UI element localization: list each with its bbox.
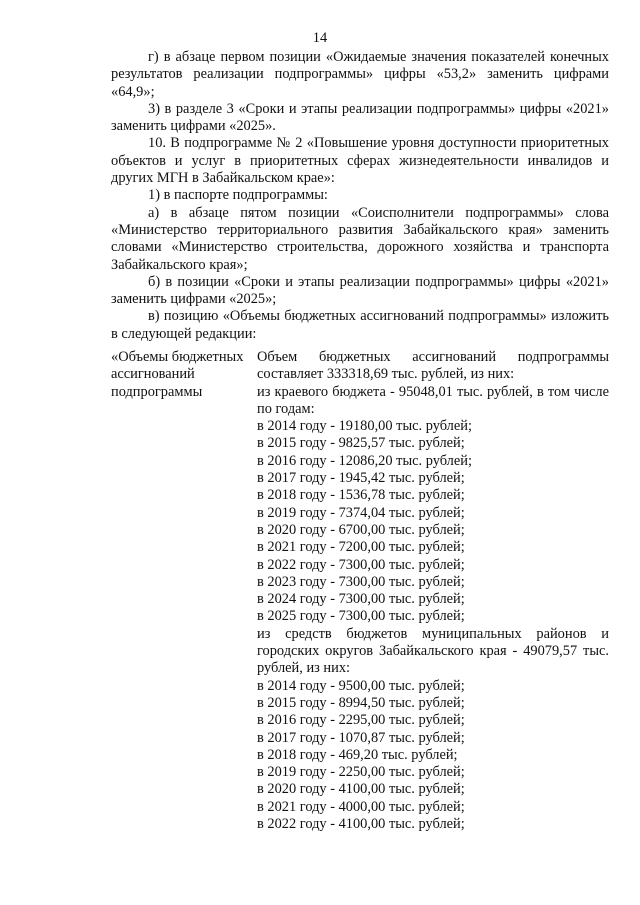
regional-year-line: в 2019 году - 7374,04 тыс. рублей; — [257, 504, 465, 521]
regional-year-line: в 2017 году - 1945,42 тыс. рублей; — [257, 470, 465, 487]
budget-table-label: «Объемы бюджетных ассигнований подпрограммы — [111, 349, 244, 400]
paragraph-10: 10. В подпрограмме № 2 «Повышение уровня доступности приоритетных объектов и услуг в приоритетных сферах жизнедеятельности инвалидов и других МГН в Забайкальском крае»: — [111, 135, 609, 187]
regional-year-line: в 2014 году - 19180,00 тыс. рублей; — [257, 418, 472, 435]
municipal-year-line: в 2019 году - 2250,00 тыс. рублей; — [257, 764, 465, 781]
budget-total: Объем бюджетных ассигнований подпрограммы составляет 333318,69 тыс. рублей, из них: — [257, 349, 609, 383]
regional-year-line: в 2024 году - 7300,00 тыс. рублей; — [257, 591, 465, 608]
paragraph-g: г) в абзаце первом позиции «Ожидаемые значения показателей конечных результатов реализации подпрограммы» цифры «53,2» заменить цифрами «64,9»; — [111, 49, 609, 100]
budget-table-label-column — [111, 349, 257, 833]
budget-table-value-column — [257, 349, 609, 833]
municipal-year-line: в 2022 году - 4100,00 тыс. рублей; — [257, 816, 465, 833]
municipal-year-line: в 2014 году - 9500,00 тыс. рублей; — [257, 677, 465, 694]
regional-year-line: в 2021 году - 7200,00 тыс. рублей; — [257, 539, 465, 556]
regional-year-line: в 2015 году - 9825,57 тыс. рублей; — [257, 435, 465, 452]
regional-year-line: в 2020 году - 6700,00 тыс. рублей; — [257, 521, 465, 538]
document-body — [111, 49, 609, 343]
municipal-year-line: в 2017 году - 1070,87 тыс. рублей; — [257, 729, 465, 746]
regional-year-line: в 2025 году - 7300,00 тыс. рублей; — [257, 608, 465, 625]
regional-year-line: в 2022 году - 7300,00 тыс. рублей; — [257, 556, 465, 573]
regional-year-line: в 2023 году - 7300,00 тыс. рублей; — [257, 573, 465, 590]
municipal-year-line: в 2016 году - 2295,00 тыс. рублей; — [257, 712, 465, 729]
regional-budget-intro: из краевого бюджета - 95048,01 тыс. рублей, в том числе по годам: — [257, 383, 609, 417]
paragraph-b: б) в позиции «Сроки и этапы реализации подпрограммы» цифры «2021» заменить цифрами «2025»; — [111, 273, 609, 308]
regional-year-line: в 2018 году - 1536,78 тыс. рублей; — [257, 487, 465, 504]
paragraph-1: 1) в паспорте подпрограммы: — [148, 187, 328, 204]
municipal-year-line: в 2021 году - 4000,00 тыс. рублей; — [257, 798, 465, 815]
paragraph-v: в) позицию «Объемы бюджетных ассигнований подпрограммы» изложить в следующей редакции: — [111, 308, 609, 342]
paragraph-a: а) в абзаце пятом позиции «Соисполнители подпрограммы» слова «Министерство территориального развития Забайкальского края» заменить словами «Министерство строительства, дорожного хозяйства и транспорта Забайкальского края»; — [111, 204, 609, 273]
municipal-budget-years — [257, 678, 609, 834]
municipal-year-line: в 2020 году - 4100,00 тыс. рублей; — [257, 781, 465, 798]
municipal-year-line: в 2015 году - 8994,50 тыс. рублей; — [257, 694, 465, 711]
regional-year-line: в 2016 году - 12086,20 тыс. рублей; — [257, 452, 472, 469]
regional-budget-years — [257, 418, 609, 626]
page-number: 14 — [312, 30, 328, 46]
paragraph-3: 3) в разделе 3 «Сроки и этапы реализации подпрограммы» цифры «2021» заменить цифрами «2025». — [111, 100, 609, 135]
budget-table — [111, 349, 609, 833]
municipal-budget-intro: из средств бюджетов муниципальных районов и городских округов Забайкальского края - 49079,57 тыс. рублей, из них: — [257, 625, 609, 677]
municipal-year-line: в 2018 году - 469,20 тыс. рублей; — [257, 746, 458, 763]
